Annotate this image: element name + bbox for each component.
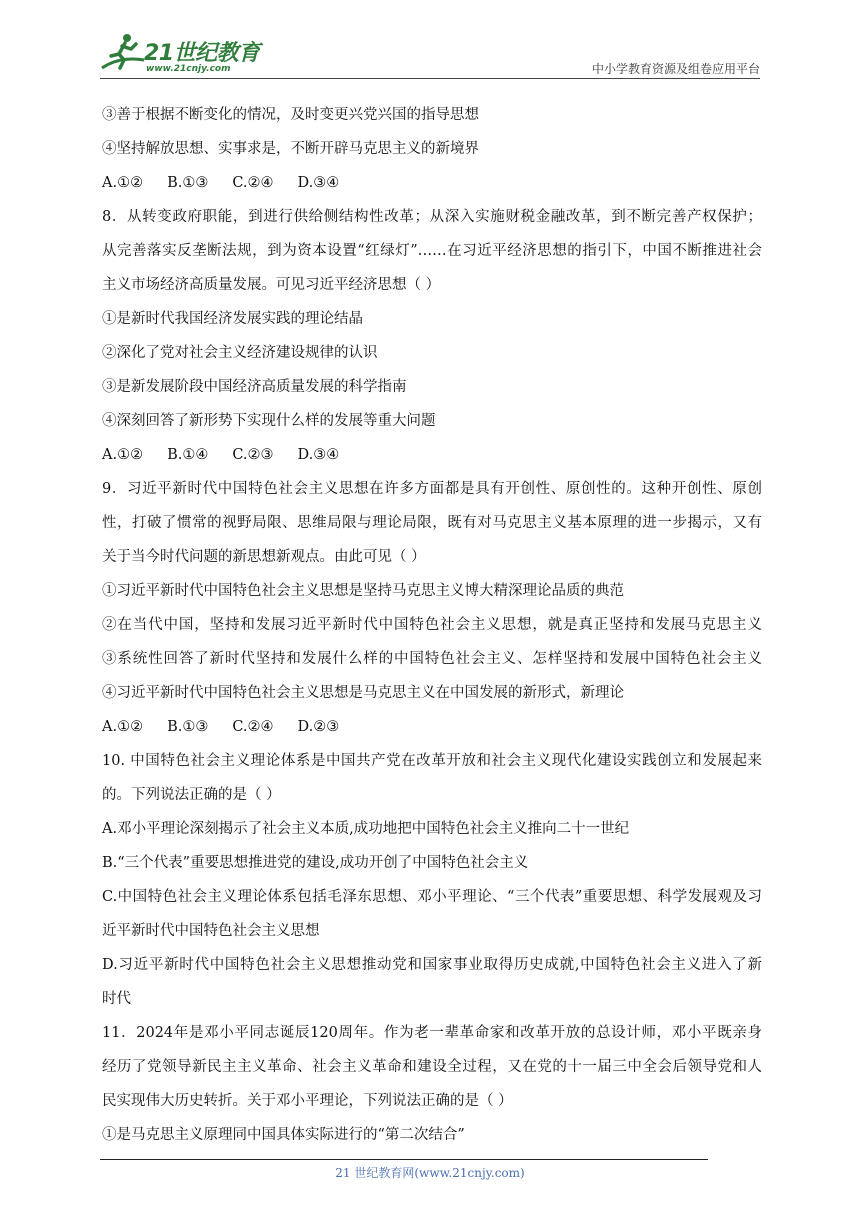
text-line: ③是新发展阶段中国经济高质量发展的科学指南	[102, 379, 407, 395]
answer-option: A.①②	[102, 447, 144, 463]
text-line: ③善于根据不断变化的情况，及时变更兴党兴国的指导思想	[102, 107, 479, 123]
text-line: 的。下列说法正确的是（ ）	[102, 787, 281, 803]
runner-logo-icon	[100, 30, 146, 76]
text-line: D.习近平新时代中国特色社会主义思想推动党和国家事业取得历史成就,中国特色社会主义进入了新	[102, 957, 762, 973]
text-line: 性，打破了惯常的视野局限、思维局限与理论局限，既有对马克思主义基本原理的进一步揭示，又有	[102, 515, 762, 531]
text-line: ①是马克思主义原理同中国具体实际进行的“第二次结合”	[102, 1127, 465, 1143]
text-line: ④坚持解放思想、实事求是，不断开辟马克思主义的新境界	[102, 141, 479, 157]
answer-option: B.①③	[167, 719, 209, 735]
page-header	[100, 30, 760, 80]
footer-text: 21 世纪教育网(www.21cnjy.com)	[335, 1166, 525, 1180]
text-line: ①习近平新时代中国特色社会主义思想是坚持马克思主义博大精深理论品质的典范	[102, 583, 624, 599]
answer-option: D.③④	[297, 447, 340, 463]
answer-option: D.③④	[297, 175, 340, 191]
answer-option: B.①④	[167, 447, 209, 463]
text-line: 近平新时代中国特色社会主义思想	[102, 923, 320, 939]
text-line: ①是新时代我国经济发展实践的理论结晶	[102, 311, 363, 327]
text-line: ②在当代中国，坚持和发展习近平新时代中国特色社会主义思想，就是真正坚持和发展马克思主义	[102, 617, 762, 633]
answer-option: B.①③	[167, 175, 209, 191]
answer-options	[102, 166, 762, 200]
answer-option: A.①②	[102, 719, 144, 735]
logo	[100, 30, 270, 78]
text-line: 时代	[102, 991, 131, 1007]
text-line: 9．习近平新时代中国特色社会主义思想在许多方面都是具有开创性、原创性的。这种开创性、原创	[102, 481, 762, 497]
question-content	[102, 98, 762, 1152]
answer-option: D.②③	[297, 719, 340, 735]
answer-options	[102, 710, 762, 744]
text-line: 从完善落实反垄断法规，到为资本设置“红绿灯”……在习近平经济思想的指引下，中国不断推进社会	[102, 243, 762, 259]
answer-option: C.②④	[232, 719, 274, 735]
answer-option: C.②④	[232, 175, 274, 191]
logo-url: www.21cnjy.com	[146, 64, 231, 74]
text-line: 经历了党领导新民主主义革命、社会主义革命和建设全过程，又在党的十一届三中全会后领导党和人	[102, 1059, 762, 1075]
footer-divider	[100, 1159, 708, 1160]
text-line: ③系统性回答了新时代坚持和发展什么样的中国特色社会主义、怎样坚持和发展中国特色社会主义	[102, 651, 762, 667]
answer-option: A.①②	[102, 175, 144, 191]
text-line: 民实现伟大历史转折。关于邓小平理论，下列说法正确的是（ ）	[102, 1093, 513, 1109]
text-line: ④深刻回答了新形势下实现什么样的发展等重大问题	[102, 413, 436, 429]
text-line: 8．从转变政府职能，到进行供给侧结构性改革；从深入实施财税金融改革，到不断完善产权保护；	[102, 209, 762, 225]
logo-text: 21世纪教育	[144, 41, 260, 66]
text-line: B.“三个代表”重要思想推进党的建设,成功开创了中国特色社会主义	[102, 855, 529, 871]
text-line: 10. 中国特色社会主义理论体系是中国共产党在改革开放和社会主义现代化建设实践创立和发展起来	[102, 753, 762, 769]
text-line: C.中国特色社会主义理论体系包括毛泽东思想、邓小平理论、“三个代表”重要思想、科学发展观及习	[102, 889, 762, 905]
text-line: ②深化了党对社会主义经济建设规律的认识	[102, 345, 378, 361]
text-line: 11．2024年是邓小平同志诞辰120周年。作为老一辈革命家和改革开放的总设计师，邓小平既亲身	[102, 1025, 762, 1041]
text-line: 关于当今时代问题的新思想新观点。由此可见（ ）	[102, 549, 426, 565]
text-line: ④习近平新时代中国特色社会主义思想是马克思主义在中国发展的新形式，新理论	[102, 685, 624, 701]
header-divider	[100, 78, 760, 79]
answer-options	[102, 438, 762, 472]
answer-option: C.②③	[232, 447, 274, 463]
text-line: 主义市场经济高质量发展。可见习近平经济思想（ ）	[102, 277, 441, 293]
platform-title: 中小学教育资源及组卷应用平台	[591, 62, 760, 76]
text-line: A.邓小平理论深刻揭示了社会主义本质,成功地把中国特色社会主义推向二十一世纪	[102, 821, 630, 837]
